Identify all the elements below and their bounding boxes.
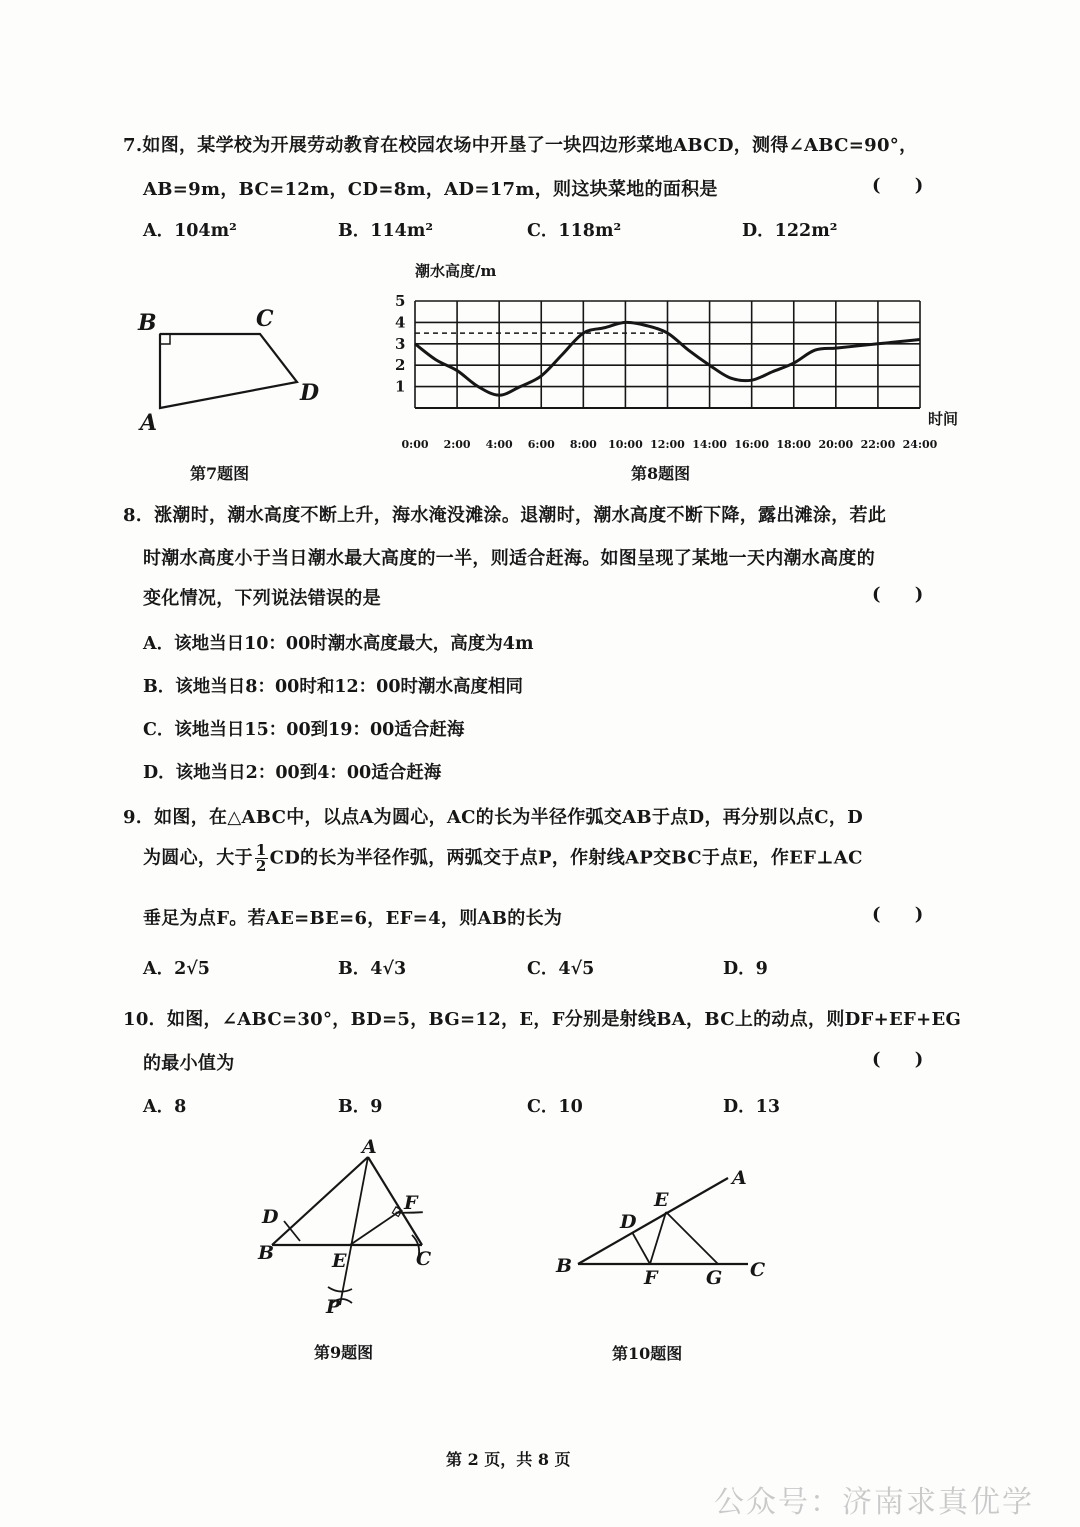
q10-label-a: A xyxy=(732,1167,747,1189)
chart-y-ticks xyxy=(395,292,405,396)
q10-label-d: D xyxy=(620,1211,637,1233)
q7-label-d: D xyxy=(300,380,320,406)
q7-quadrilateral-figure xyxy=(130,300,330,440)
q10-label-e: E xyxy=(654,1189,669,1211)
q8-option-d: D．该地当日2：00到4：00适合赶海 xyxy=(143,763,442,783)
q8-option-a: A．该地当日10：00时潮水高度最大，高度为4m xyxy=(143,634,534,654)
x-tick-label: 0:00 xyxy=(401,438,429,451)
q7-line1: 7.如图，某学校为开展劳动教育在校园农场中开垦了一块四边形菜地ABCD，测得∠ABC=90°， xyxy=(123,135,918,156)
x-tick-label: 2:00 xyxy=(443,438,471,451)
y-tick-label: 1 xyxy=(395,377,406,396)
y-tick-label: 3 xyxy=(395,334,406,353)
x-tick-label: 14:00 xyxy=(692,438,727,451)
q9-line3: 垂足为点F。若AE=BE=6，EF=4，则AB的长为 xyxy=(143,908,563,929)
x-tick-label: 8:00 xyxy=(569,438,597,451)
q10-angle-figure xyxy=(548,1160,788,1290)
q9-label-c: C xyxy=(416,1248,432,1270)
q7-option-b: B．114m² xyxy=(338,221,434,241)
q9-option-d: D．9 xyxy=(723,959,768,979)
q8-option-c: C．该地当日15：00到19：00适合赶海 xyxy=(143,720,465,740)
q9-label-b: B xyxy=(258,1242,275,1264)
q9-frac-den: 2 xyxy=(255,857,267,875)
q7-label-b: B xyxy=(138,310,157,336)
y-tick-label: 5 xyxy=(395,292,406,310)
chart-y-label: 潮水高度/m xyxy=(415,262,497,280)
q7-line2: AB=9m，BC=12m，CD=8m，AD=17m，则这块菜地的面积是 xyxy=(143,179,718,200)
x-tick-label: 24:00 xyxy=(902,438,938,451)
q9-label-d: D xyxy=(262,1206,279,1228)
x-tick-label: 20:00 xyxy=(818,438,854,451)
q9-frac-num: 1 xyxy=(255,841,267,859)
q9-triangle-figure xyxy=(240,1135,460,1325)
x-tick-label: 10:00 xyxy=(608,438,643,451)
q9-line2 xyxy=(143,843,863,874)
q8-figure-caption: 第8题图 xyxy=(631,464,691,483)
q10-option-c: C．10 xyxy=(527,1097,583,1117)
tide-chart xyxy=(385,256,975,456)
q8-answer-paren: ( ) xyxy=(872,584,938,605)
y-tick-label: 2 xyxy=(395,356,406,375)
q10-line2: 的最小值为 xyxy=(143,1053,235,1074)
q10-option-a: A．8 xyxy=(143,1097,187,1117)
q10-option-b: B．9 xyxy=(338,1097,383,1117)
q10-option-d: D．13 xyxy=(723,1097,781,1117)
y-tick-label: 4 xyxy=(395,313,406,332)
q7-option-a: A．104m² xyxy=(143,221,237,241)
q9-label-p: P xyxy=(326,1296,341,1318)
q8-option-b: B．该地当日8：00时和12：00时潮水高度相同 xyxy=(143,677,524,697)
q9-label-f: F xyxy=(404,1192,418,1214)
q10-label-b: B xyxy=(556,1255,573,1277)
q9-option-c: C．4√5 xyxy=(527,959,595,979)
watermark: 公众号：济南求真优学 xyxy=(714,1485,1034,1520)
q10-answer-paren: ( ) xyxy=(872,1049,938,1070)
x-tick-label: 22:00 xyxy=(860,438,896,451)
q10-figure-caption: 第10题图 xyxy=(612,1344,683,1363)
q9-option-b: B．4√3 xyxy=(338,959,407,979)
chart-x-ticks xyxy=(401,438,937,451)
page-footer: 第 2 页，共 8 页 xyxy=(446,1450,571,1469)
x-tick-label: 18:00 xyxy=(776,438,812,451)
q9-label-a: A xyxy=(362,1136,377,1158)
q7-option-c: C．118m² xyxy=(527,221,622,241)
q8-line2: 时潮水高度小于当日潮水最大高度的一半，则适合赶海。如图呈现了某地一天内潮水高度的 xyxy=(143,548,875,569)
x-tick-label: 16:00 xyxy=(734,438,770,451)
q10-label-c: C xyxy=(750,1259,766,1281)
q9-fraction xyxy=(255,843,268,874)
q10-label-f: F xyxy=(644,1267,658,1289)
q9-option-a: A．2√5 xyxy=(143,959,210,979)
q8-line1: 8．涨潮时，潮水高度不断上升，海水淹没滩涂。退潮时，潮水高度不断下降，露出滩涂，若此 xyxy=(123,505,887,526)
q7-option-d: D．122m² xyxy=(742,221,838,241)
x-tick-label: 12:00 xyxy=(650,438,685,451)
q7-answer-paren: ( ) xyxy=(872,175,938,196)
x-tick-label: 4:00 xyxy=(485,438,513,451)
q8-line3: 变化情况，下列说法错误的是 xyxy=(143,588,381,609)
q9-figure-caption: 第9题图 xyxy=(314,1343,374,1362)
q10-label-g: G xyxy=(706,1267,723,1289)
q9-answer-paren: ( ) xyxy=(872,904,938,925)
q9-line1: 9．如图，在△ABC中，以点A为圆心，AC的长为半径作弧交AB于点D，再分别以点C，D xyxy=(123,807,864,828)
q10-line1: 10．如图，∠ABC=30°，BD=5，BG=12，E，F分别是射线BA，BC上的动点，则DF+EF+EG xyxy=(123,1009,962,1030)
q9-line2-prefix: 为圆心，大于 xyxy=(143,847,253,869)
q7-label-a: A xyxy=(140,410,158,436)
q7-figure-caption: 第7题图 xyxy=(190,464,250,483)
q7-label-c: C xyxy=(256,306,274,332)
chart-x-label: 时间 xyxy=(928,410,959,428)
q9-label-e: E xyxy=(332,1250,347,1272)
q9-line2-suffix: CD的长为半径作弧，两弧交于点P，作射线AP交BC于点E，作EF⊥AC xyxy=(269,847,863,869)
x-tick-label: 6:00 xyxy=(527,438,555,451)
